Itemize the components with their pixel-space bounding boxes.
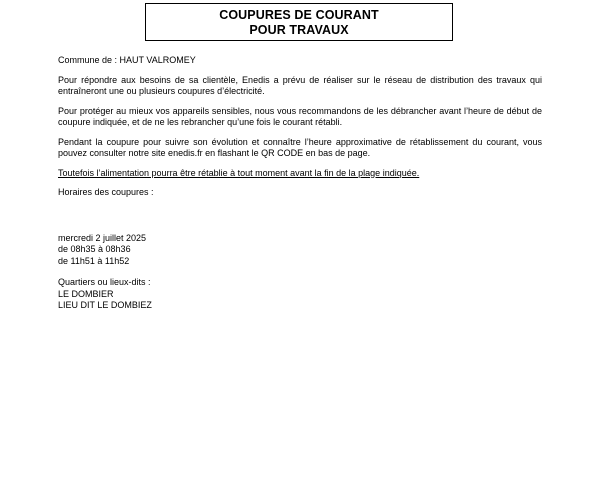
- places-block: [58, 277, 542, 312]
- warning-paragraph: Toutefois l’alimentation pourra être rétablie à tout moment avant la fin de la plage indiquée.: [58, 167, 420, 178]
- commune-label: Commune de : HAUT VALROMEY: [58, 55, 196, 65]
- notice-body: [58, 55, 542, 312]
- follow-paragraph: Pendant la coupure pour suivre son évolution et connaître l’heure approximative de rétablissement du courant, vous pouvez consulter notre site enedis.fr en flashant le QR CODE en bas de page.: [58, 136, 542, 158]
- notice-subtitle: POUR TRAVAUX: [249, 23, 349, 37]
- schedule-date: mercredi 2 juillet 2025: [58, 232, 147, 243]
- places-heading: Quartiers ou lieux-dits :: [58, 277, 151, 287]
- schedule-heading: Horaires des coupures :: [58, 187, 154, 197]
- place-item: LIEU DIT LE DOMBIEZ: [58, 300, 152, 310]
- schedule-slot: de 11h51 à 11h52: [58, 255, 130, 266]
- place-item: LE DOMBIER: [58, 288, 114, 299]
- intro-paragraph: Pour répondre aux besoins de sa clientèle, Enedis a prévu de réaliser sur le réseau de distribution des travaux qui entraîneront une ou plusieurs coupures d’électricité.: [58, 74, 542, 96]
- notice-title-box: [145, 3, 453, 41]
- schedule-slot: de 08h35 à 08h36: [58, 244, 131, 254]
- schedule-block: [58, 233, 542, 268]
- protect-paragraph: Pour protéger au mieux vos appareils sensibles, nous vous recommandons de les débrancher avant l’heure de début de coupure indiquée, et de ne les rebrancher qu’une fois le courant rétabli.: [58, 105, 542, 127]
- notice-title: COUPURES DE COURANT: [219, 8, 379, 22]
